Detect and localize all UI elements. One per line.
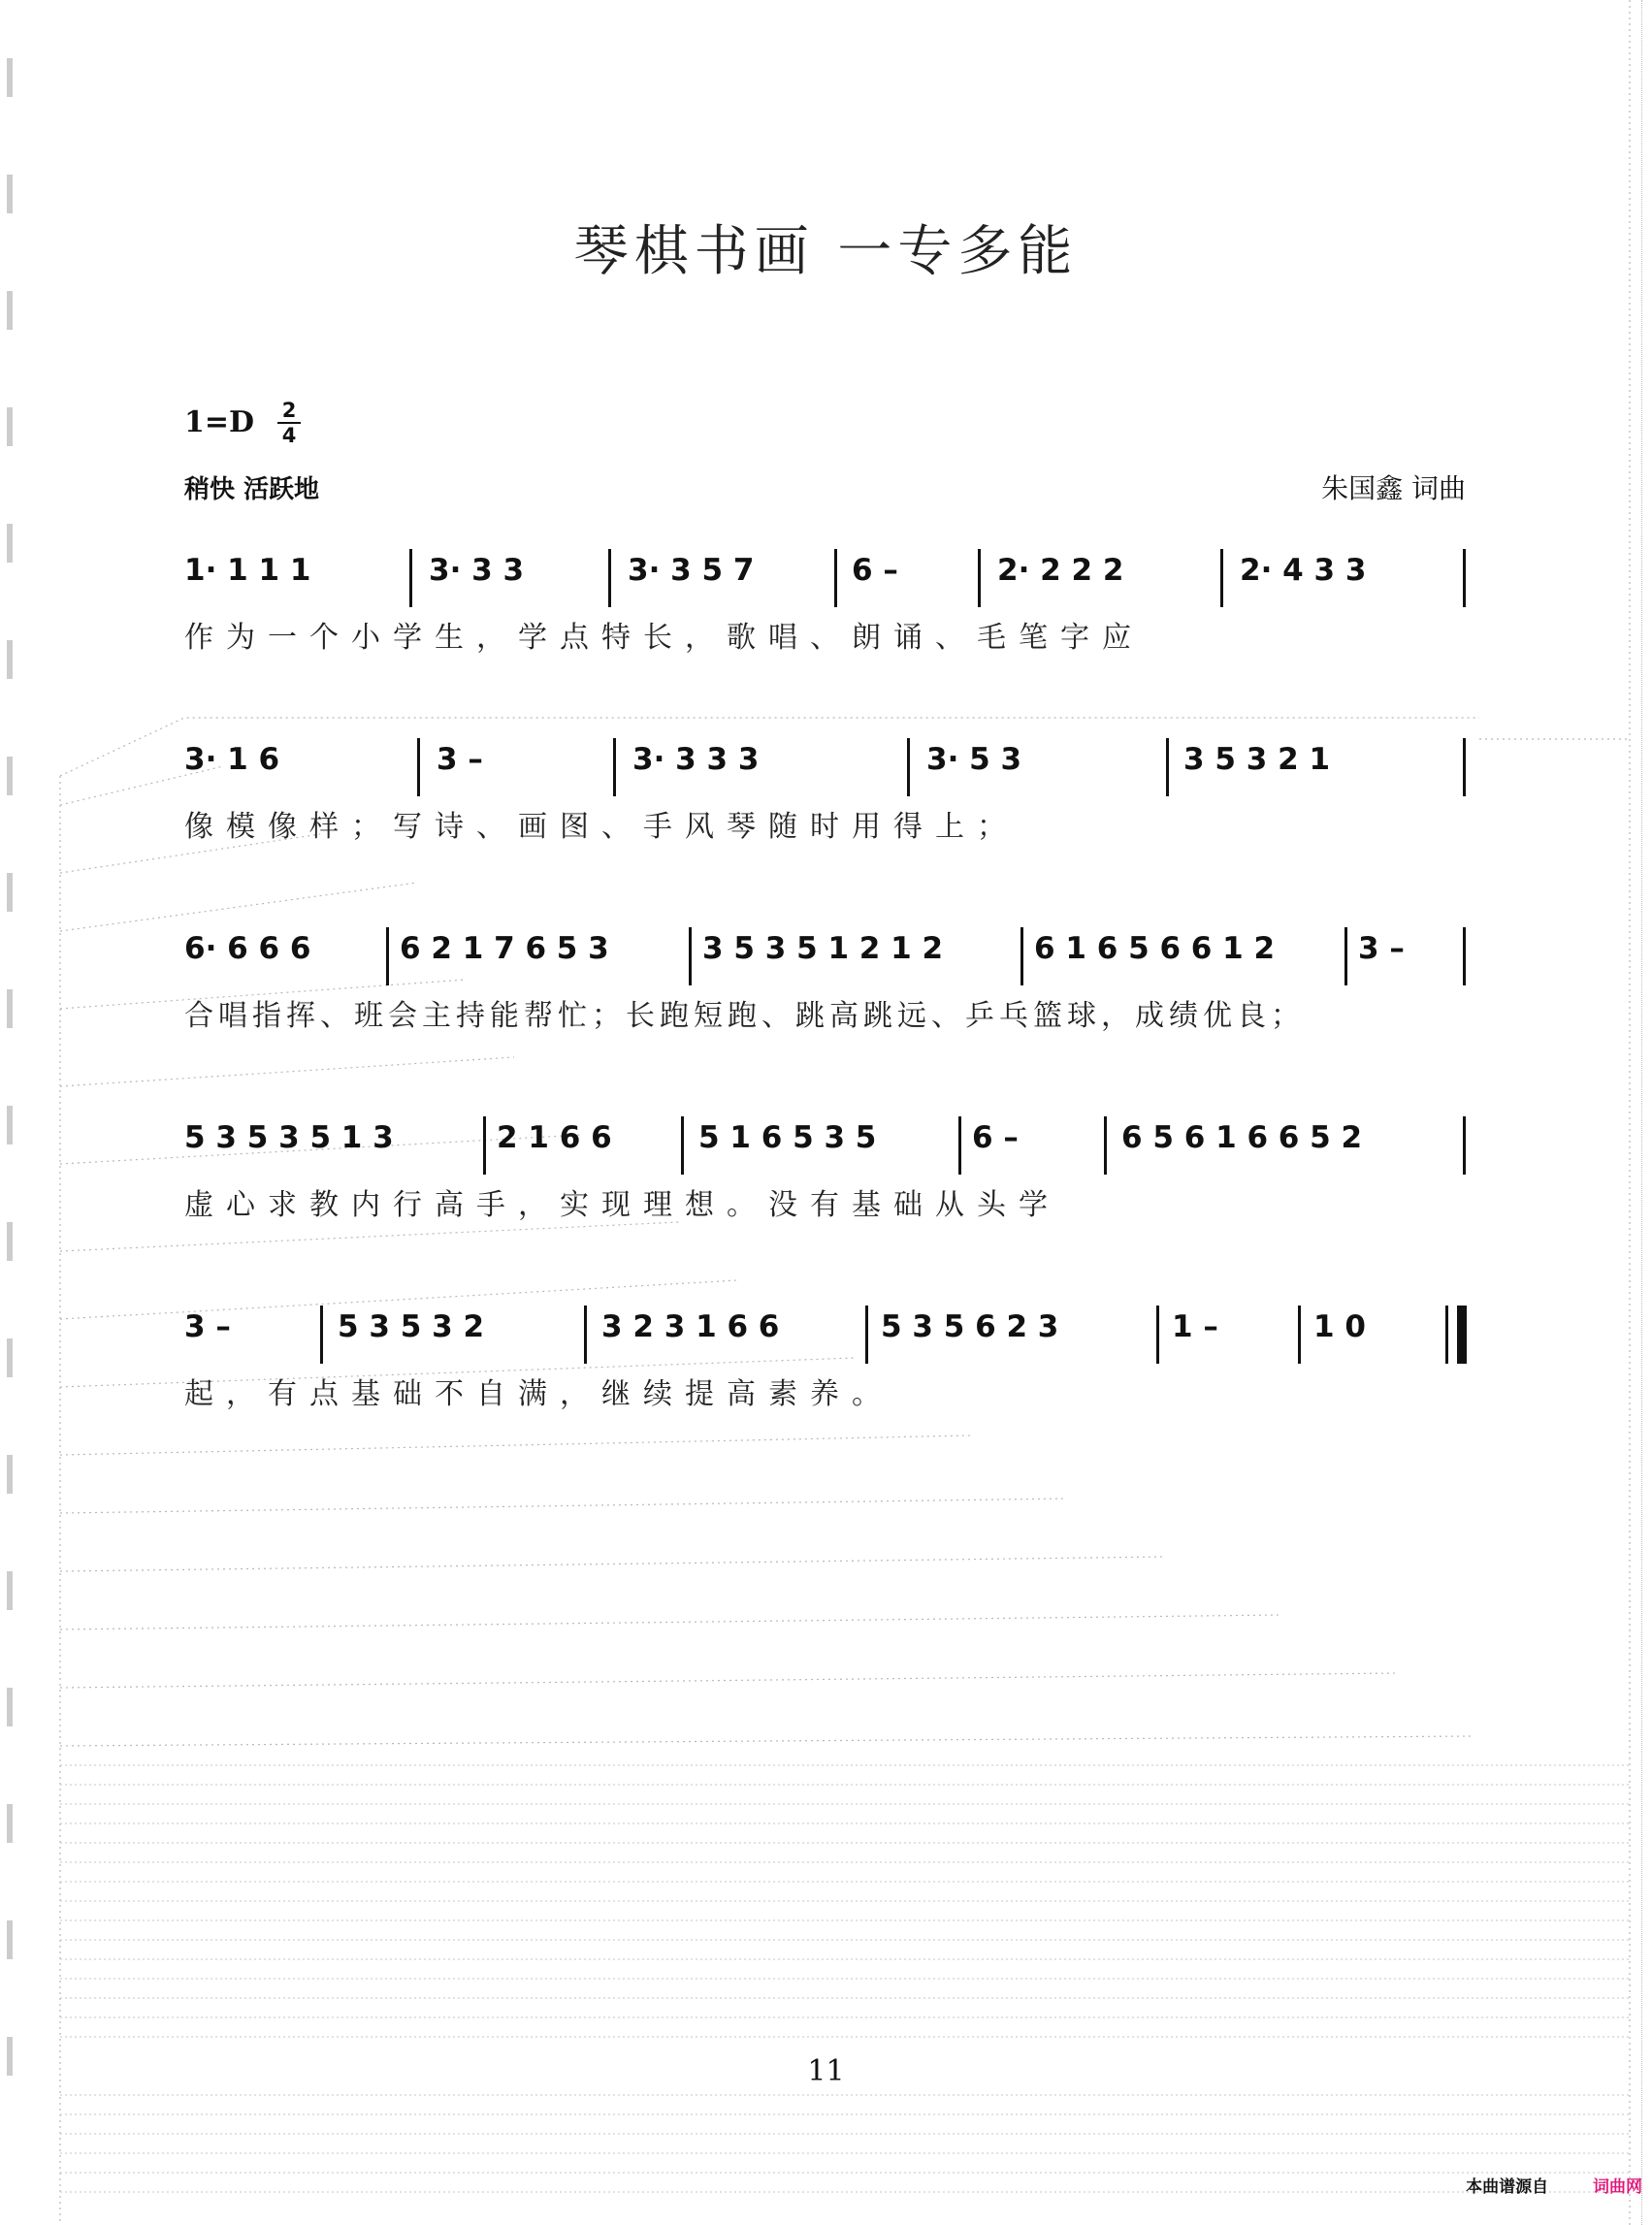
barline xyxy=(681,1116,684,1175)
measure xyxy=(1313,1300,1366,1360)
measure-notes: 1 0 xyxy=(1313,1309,1366,1344)
page-number: 11 xyxy=(807,2054,845,2088)
barline xyxy=(978,549,981,607)
song-title: 琴棋书画 一专多能 xyxy=(573,220,1079,283)
measure xyxy=(184,732,279,792)
measure xyxy=(628,543,754,603)
lyrics-line: 合唱指挥、班会主持能帮忙；长跑短跑、跳高跳远、乒乓篮球，成绩优良； xyxy=(184,999,1305,1033)
measure xyxy=(184,1300,231,1360)
left-edge-watermark xyxy=(4,0,17,2225)
watermark-brand: 词曲网 xyxy=(1593,2177,1642,2197)
measure-notes: 2· 2 2 2 xyxy=(997,553,1124,588)
measure-notes: 3· 1 6 xyxy=(184,742,280,777)
measure xyxy=(601,1300,779,1360)
score-line-3 xyxy=(184,921,1470,1033)
measure-notes: 6 – xyxy=(972,1120,1019,1155)
watermark-text: 本曲谱源自 xyxy=(1466,2177,1549,2197)
barline xyxy=(907,738,910,796)
barline xyxy=(1220,549,1223,607)
measure-notes: 3 5 3 5 1 2 1 2 xyxy=(702,931,944,966)
measure xyxy=(852,543,898,603)
barline xyxy=(613,738,616,796)
measure xyxy=(1172,1300,1218,1360)
score-line-4 xyxy=(184,1111,1470,1222)
barline xyxy=(1298,1306,1301,1364)
measure-notes: 6 5 6 1 6 6 5 2 xyxy=(1121,1120,1363,1155)
measure-notes: 3· 3 3 xyxy=(429,553,525,588)
measure xyxy=(997,543,1123,603)
measure xyxy=(1183,732,1330,792)
measure xyxy=(437,732,483,792)
measure-notes: 2· 4 3 3 xyxy=(1240,553,1367,588)
barline xyxy=(608,549,611,607)
measure xyxy=(1240,543,1366,603)
score-line-1 xyxy=(184,543,1470,655)
barline xyxy=(689,927,692,985)
time-signature-bottom: 4 xyxy=(281,424,297,447)
barline xyxy=(865,1306,868,1364)
barline xyxy=(483,1116,486,1175)
lyrics-line: 起，有点基础不自满，继续提高素养。 xyxy=(184,1377,893,1411)
barline xyxy=(1156,1306,1159,1364)
barline xyxy=(409,549,412,607)
measure-notes: 3 2 3 1 6 6 xyxy=(601,1309,780,1344)
measure xyxy=(881,1300,1058,1360)
measure xyxy=(429,543,524,603)
measure-notes: 1· 1 1 1 xyxy=(184,553,311,588)
barline xyxy=(834,549,837,607)
time-signature xyxy=(277,400,301,446)
measure-notes: 5 3 5 6 2 3 xyxy=(881,1309,1059,1344)
score-line-2 xyxy=(184,732,1470,844)
measure xyxy=(698,1111,876,1171)
measure-notes: 3· 5 3 xyxy=(926,742,1022,777)
lyrics-line: 作为一个小学生，学点特长，歌唱、朗诵、毛笔字应 xyxy=(184,621,1144,655)
barline xyxy=(386,927,389,985)
measure-notes: 6 – xyxy=(852,553,898,588)
measure-notes: 6· 6 6 6 xyxy=(184,931,311,966)
score-line-5 xyxy=(184,1300,1470,1411)
measure-notes: 1 – xyxy=(1172,1309,1218,1344)
measure xyxy=(497,1111,612,1171)
key-signature: 1=D xyxy=(184,405,255,439)
final-barline xyxy=(1457,1306,1467,1364)
measure xyxy=(972,1111,1019,1171)
measure-notes: 3 5 3 2 1 xyxy=(1183,742,1331,777)
measure-notes: 6 2 1 7 6 5 3 xyxy=(400,931,609,966)
measure xyxy=(184,921,310,982)
barline xyxy=(1344,927,1347,985)
measure-notes: 3 – xyxy=(1358,931,1405,966)
measure-notes: 3· 3 3 3 xyxy=(632,742,760,777)
source-watermark xyxy=(1466,2173,1642,2197)
barline xyxy=(1463,549,1466,607)
measure xyxy=(1121,1111,1362,1171)
barline xyxy=(1020,927,1023,985)
barline xyxy=(417,738,420,796)
barline xyxy=(1463,738,1466,796)
barline xyxy=(1166,738,1169,796)
measure-notes: 6 1 6 5 6 6 1 2 xyxy=(1034,931,1276,966)
measure-notes: 3 – xyxy=(184,1309,231,1344)
measure-notes: 5 1 6 5 3 5 xyxy=(698,1120,877,1155)
time-signature-top: 2 xyxy=(281,399,297,422)
measure-notes: 3· 3 5 7 xyxy=(628,553,755,588)
measure-notes: 5 3 5 3 5 1 3 xyxy=(184,1120,394,1155)
measure xyxy=(184,1111,394,1171)
measure xyxy=(926,732,1021,792)
barline xyxy=(320,1306,323,1364)
barline xyxy=(1463,1116,1466,1175)
measure xyxy=(400,921,609,982)
tempo-marking: 稍快 活跃地 xyxy=(184,475,320,504)
measure-notes: 3 – xyxy=(437,742,483,777)
measure xyxy=(702,921,943,982)
barline xyxy=(1463,927,1466,985)
barline xyxy=(958,1116,961,1175)
measure xyxy=(1034,921,1275,982)
lyrics-line: 虚心求教内行高手，实现理想。没有基础从头学 xyxy=(184,1188,1060,1222)
measure xyxy=(1358,921,1405,982)
measure xyxy=(632,732,759,792)
measure-notes: 2 1 6 6 xyxy=(497,1120,612,1155)
measure xyxy=(184,543,310,603)
barline xyxy=(1104,1116,1107,1175)
credits: 朱国鑫 词曲 xyxy=(1321,472,1466,504)
measure-notes: 5 3 5 3 2 xyxy=(338,1309,485,1344)
right-edge-line xyxy=(1641,0,1644,2225)
lyrics-line: 像模像样；写诗、画图、手风琴随时用得上； xyxy=(184,810,1019,844)
measure xyxy=(338,1300,484,1360)
barline xyxy=(584,1306,587,1364)
barline xyxy=(1445,1306,1448,1364)
